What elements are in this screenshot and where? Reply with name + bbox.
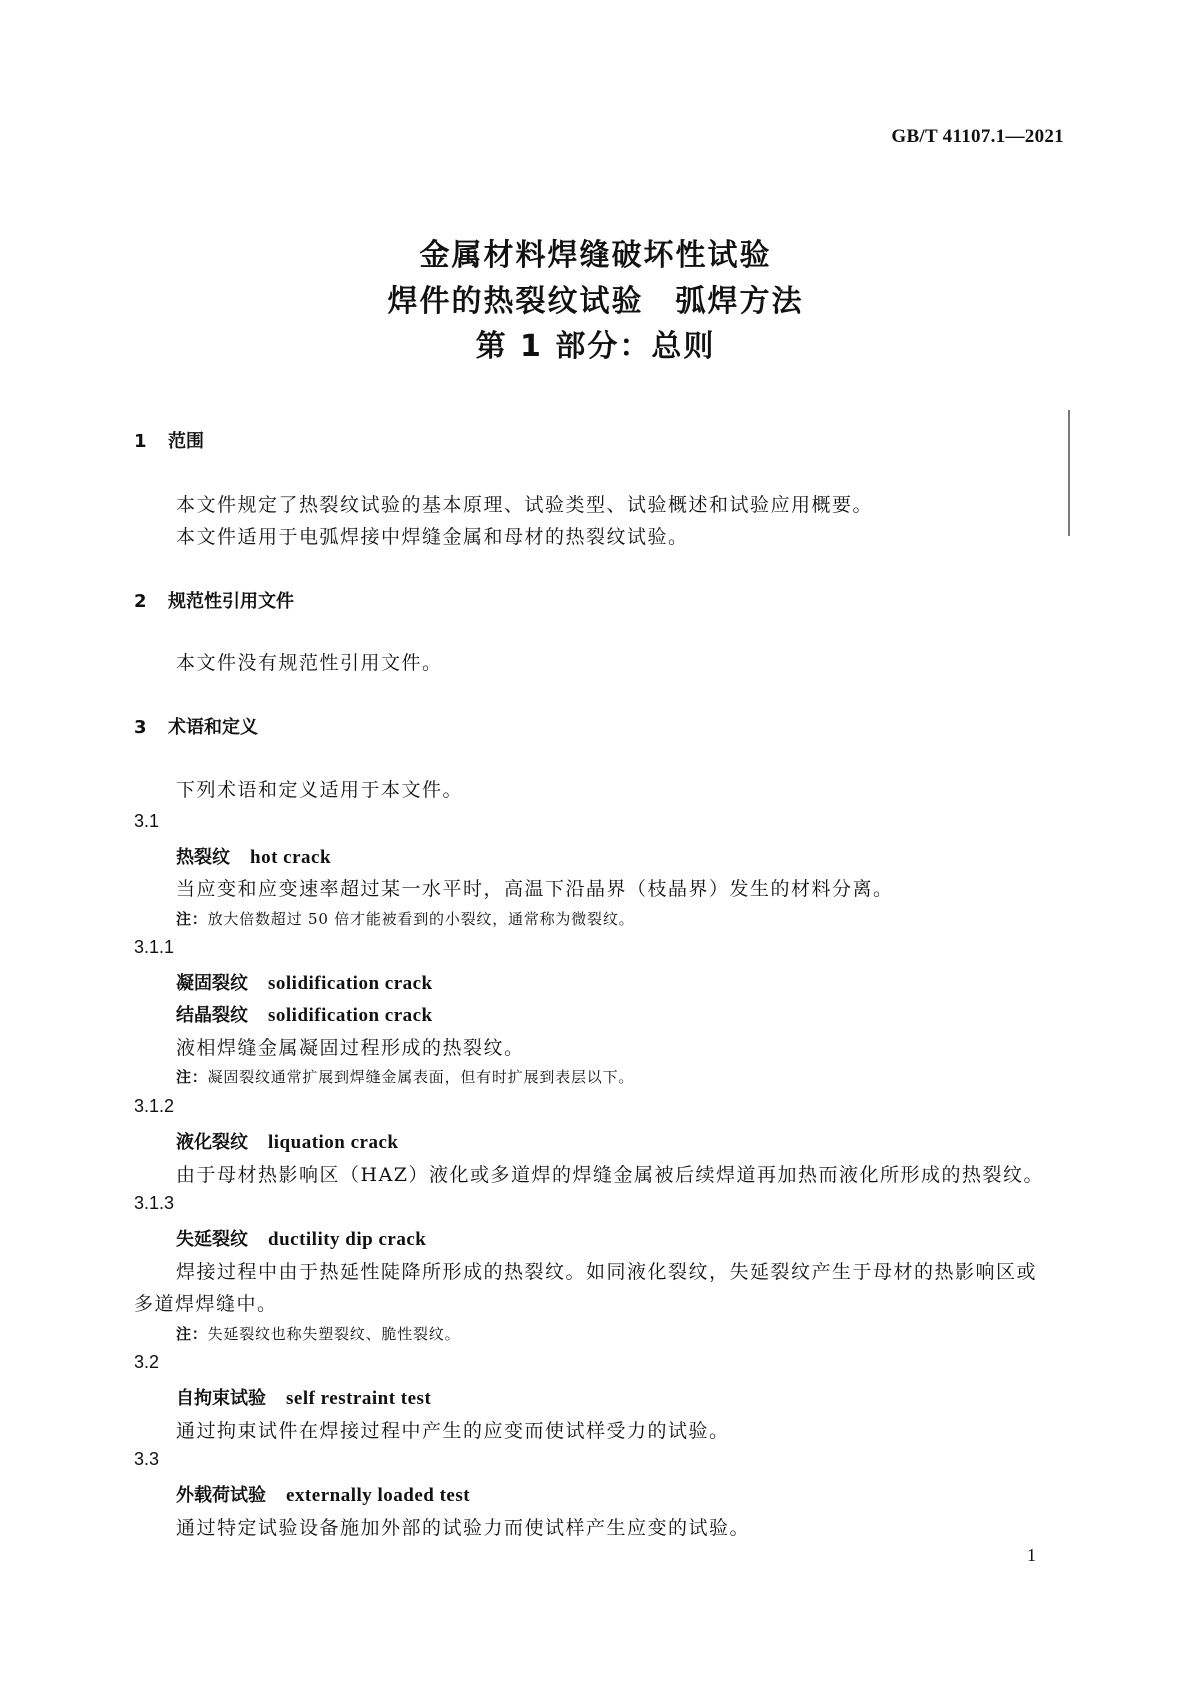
term-3-1-definition: 当应变和应变速率超过某一水平时，高温下沿晶界（枝晶界）发生的材料分离。 — [176, 878, 894, 900]
section-3-paragraph-1: 下列术语和定义适用于本文件。 — [176, 779, 464, 801]
term-3-1-1-heading-alt — [176, 1001, 433, 1027]
section-3-heading — [134, 713, 258, 739]
section-2-paragraph-1: 本文件没有规范性引用文件。 — [176, 652, 443, 674]
section-3-number: 3 — [134, 717, 147, 738]
note-label: 注： — [176, 910, 208, 928]
term-3-1-1-zh-alt: 结晶裂纹 — [176, 1005, 248, 1026]
term-3-1-zh: 热裂纹 — [176, 847, 230, 868]
term-3-1-3-number: 3.1.3 — [134, 1193, 175, 1213]
term-3-1-heading — [176, 843, 331, 869]
term-3-1-3-zh: 失延裂纹 — [176, 1229, 248, 1250]
term-3-1-3-note — [176, 1323, 460, 1344]
term-3-1-2-definition: 由于母材热影响区（HAZ）液化或多道焊的焊缝金属被后续焊道再加热而液化所形成的热裂纹。 — [176, 1164, 1044, 1186]
section-2-heading — [134, 587, 294, 613]
term-3-2-number: 3.2 — [134, 1352, 160, 1372]
document-title-line-3: 第 1 部分：总则 — [475, 329, 716, 364]
section-1-title: 范围 — [168, 431, 204, 452]
section-1-number: 1 — [134, 431, 147, 452]
term-3-1-2-zh: 液化裂纹 — [176, 1132, 248, 1153]
term-3-1-2-en: liquation crack — [268, 1132, 399, 1153]
term-3-1-2-number: 3.1.2 — [134, 1096, 175, 1116]
document-title-line-1: 金属材料焊缝破坏性试验 — [419, 238, 772, 273]
term-3-1-number: 3.1 — [134, 811, 160, 831]
term-3-2-en: self restraint test — [286, 1388, 432, 1409]
term-3-1-3-heading — [176, 1225, 426, 1251]
section-2-number: 2 — [134, 591, 147, 612]
term-3-3-number: 3.3 — [134, 1449, 160, 1469]
term-3-1-note-text: 放大倍数超过 50 倍才能被看到的小裂纹，通常称为微裂纹。 — [207, 910, 635, 928]
term-3-2-definition: 通过拘束试件在焊接过程中产生的应变而使试样受力的试验。 — [176, 1420, 730, 1442]
term-3-1-1-zh: 凝固裂纹 — [176, 973, 248, 994]
term-3-1-1-note — [176, 1066, 634, 1087]
term-3-1-1-heading — [176, 969, 433, 995]
term-3-1-3-note-text: 失延裂纹也称失塑裂纹、脆性裂纹。 — [207, 1325, 461, 1343]
term-3-2-zh: 自拘束试验 — [176, 1388, 266, 1409]
term-3-2-heading — [176, 1384, 431, 1410]
section-3-title: 术语和定义 — [168, 717, 258, 738]
standard-code: GB/T 41107.1—2021 — [891, 126, 1064, 147]
term-3-1-3-definition-line-1: 焊接过程中由于热延性陡降所形成的热裂纹。如同液化裂纹，失延裂纹产生于母材的热影响区或 — [176, 1261, 1038, 1283]
note-label: 注： — [176, 1068, 208, 1086]
document-title-line-2: 焊件的热裂纹试验 弧焊方法 — [387, 284, 804, 319]
term-3-1-1-note-text: 凝固裂纹通常扩展到焊缝金属表面，但有时扩展到表层以下。 — [207, 1068, 635, 1086]
term-3-1-3-en: ductility dip crack — [268, 1229, 427, 1250]
page-number: 1 — [1027, 1545, 1036, 1565]
scan-edge-line — [1068, 410, 1070, 536]
section-1-heading — [134, 427, 204, 453]
term-3-3-definition: 通过特定试验设备施加外部的试验力而使试样产生应变的试验。 — [176, 1517, 751, 1539]
term-3-1-2-heading — [176, 1128, 398, 1154]
term-3-1-note — [176, 908, 634, 929]
term-3-1-1-en: solidification crack — [268, 973, 433, 994]
term-3-3-zh: 外载荷试验 — [176, 1485, 266, 1506]
section-2-title: 规范性引用文件 — [168, 591, 294, 612]
term-3-3-en: externally loaded test — [286, 1485, 471, 1506]
section-1-paragraph-1: 本文件规定了热裂纹试验的基本原理、试验类型、试验概述和试验应用概要。 — [176, 494, 874, 516]
term-3-1-3-definition-line-2: 多道焊焊缝中。 — [134, 1293, 278, 1315]
term-3-3-heading — [176, 1481, 470, 1507]
note-label: 注： — [176, 1325, 208, 1343]
term-3-1-en: hot crack — [250, 847, 332, 868]
term-3-1-1-definition: 液相焊缝金属凝固过程形成的热裂纹。 — [176, 1037, 525, 1059]
term-3-1-1-en-alt: solidification crack — [268, 1005, 433, 1026]
section-1-paragraph-2: 本文件适用于电弧焊接中焊缝金属和母材的热裂纹试验。 — [176, 526, 689, 548]
term-3-1-1-number: 3.1.1 — [134, 937, 175, 957]
